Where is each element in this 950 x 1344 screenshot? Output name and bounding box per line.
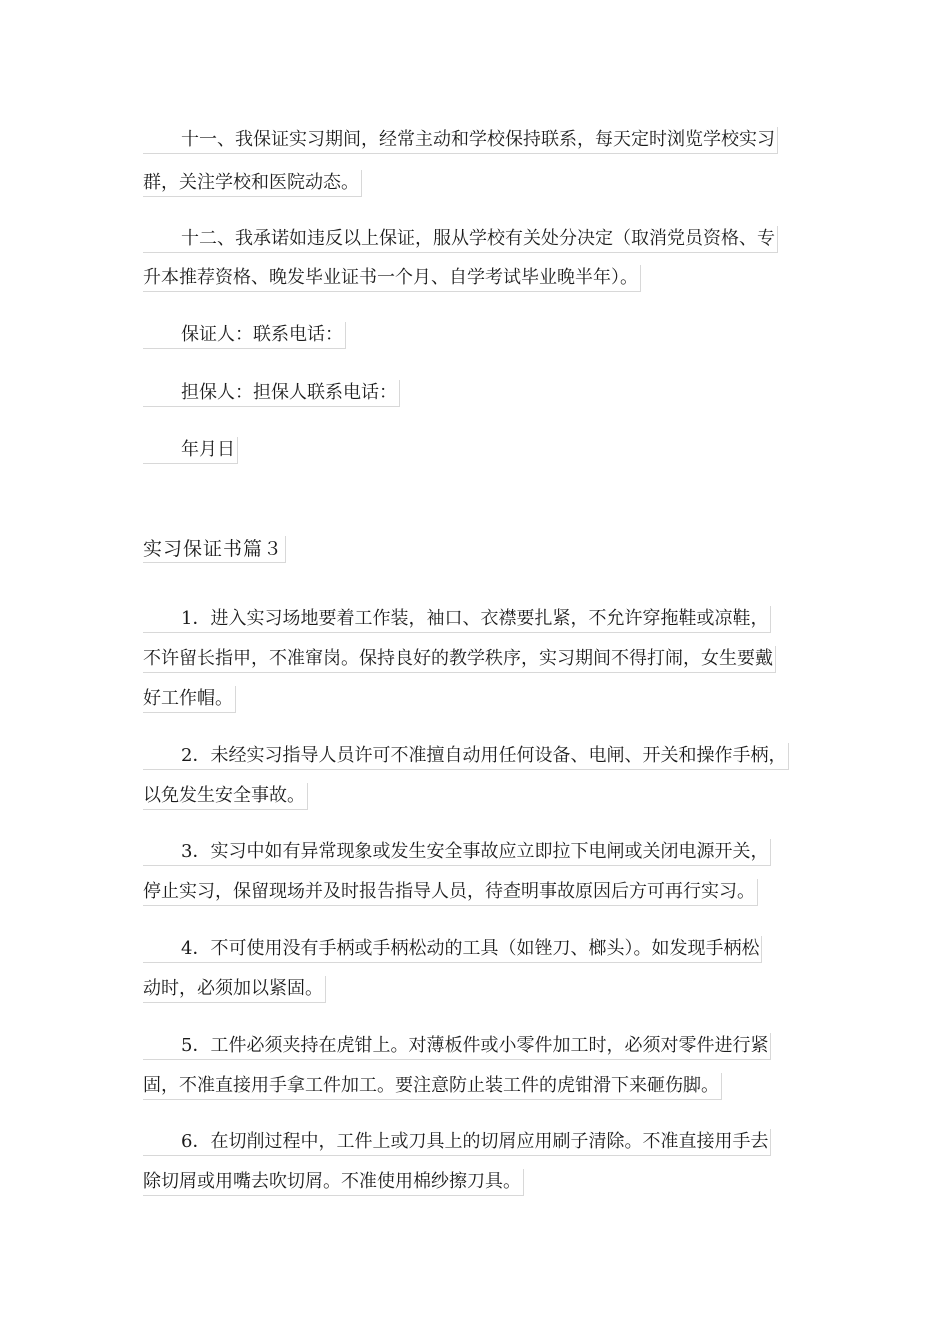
rule-3: [143, 839, 771, 922]
rule-line: 除切屑或用嘴去吹切屑。不准使用棉纱擦刀具。: [143, 1169, 524, 1196]
guarantor-line: [143, 322, 346, 349]
rule-line: 以免发生安全事故。: [143, 783, 308, 810]
section-title: 实习保证书篇３: [143, 536, 286, 563]
rule-line: 固，不准直接用手拿工件加工。要注意防止装工件的虎钳滑下来砸伤脚。: [143, 1073, 722, 1100]
guarantor-text: 保证人：联系电话：: [143, 322, 346, 349]
rule-1: [143, 606, 776, 729]
rule-6: [143, 1129, 771, 1212]
rule-5: [143, 1033, 771, 1116]
paragraph-line: 十二、我承诺如违反以上保证，服从学校有关处分决定（取消党员资格、专: [143, 226, 778, 253]
rule-line: 4．不可使用没有手柄或手柄松动的工具（如锉刀、榔头）。如发现手柄松: [143, 936, 762, 963]
rule-line: 3．实习中如有异常现象或发生安全事故应立即拉下电闸或关闭电源开关，: [143, 839, 771, 866]
rule-4: [143, 936, 762, 1019]
paragraph-11: [143, 127, 778, 213]
paragraph-line: 升本推荐资格、晚发毕业证书一个月、自学考试毕业晚半年）。: [143, 265, 641, 292]
date-line: [143, 437, 238, 464]
section-heading: [143, 536, 286, 563]
rule-line: 2．未经实习指导人员许可不准擅自动用任何设备、电闸、开关和操作手柄，: [143, 743, 789, 770]
sponsor-text: 担保人：担保人联系电话：: [143, 380, 400, 407]
rule-line: 不许留长指甲，不准窜岗。保持良好的教学秩序，实习期间不得打闹，女生要戴: [143, 646, 776, 673]
paragraph-line: 群，关注学校和医院动态。: [143, 170, 362, 197]
sponsor-line: [143, 380, 400, 407]
rule-line: 5．工件必须夹持在虎钳上。对薄板件或小零件加工时，必须对零件进行紧: [143, 1033, 771, 1060]
paragraph-12: [143, 226, 778, 308]
paragraph-line: 十一、我保证实习期间，经常主动和学校保持联系，每天定时浏览学校实习: [143, 127, 778, 154]
rule-2: [143, 743, 789, 826]
date-text: 年月日: [143, 437, 238, 464]
rule-line: 1．进入实习场地要着工作装，袖口、衣襟要扎紧，不允许穿拖鞋或凉鞋，: [143, 606, 771, 633]
rule-line: 好工作帽。: [143, 686, 236, 713]
rule-line: 动时，必须加以紧固。: [143, 976, 326, 1003]
rule-line: 6．在切削过程中，工件上或刀具上的切屑应用刷子清除。不准直接用手去: [143, 1129, 771, 1156]
rule-line: 停止实习，保留现场并及时报告指导人员，待查明事故原因后方可再行实习。: [143, 879, 758, 906]
